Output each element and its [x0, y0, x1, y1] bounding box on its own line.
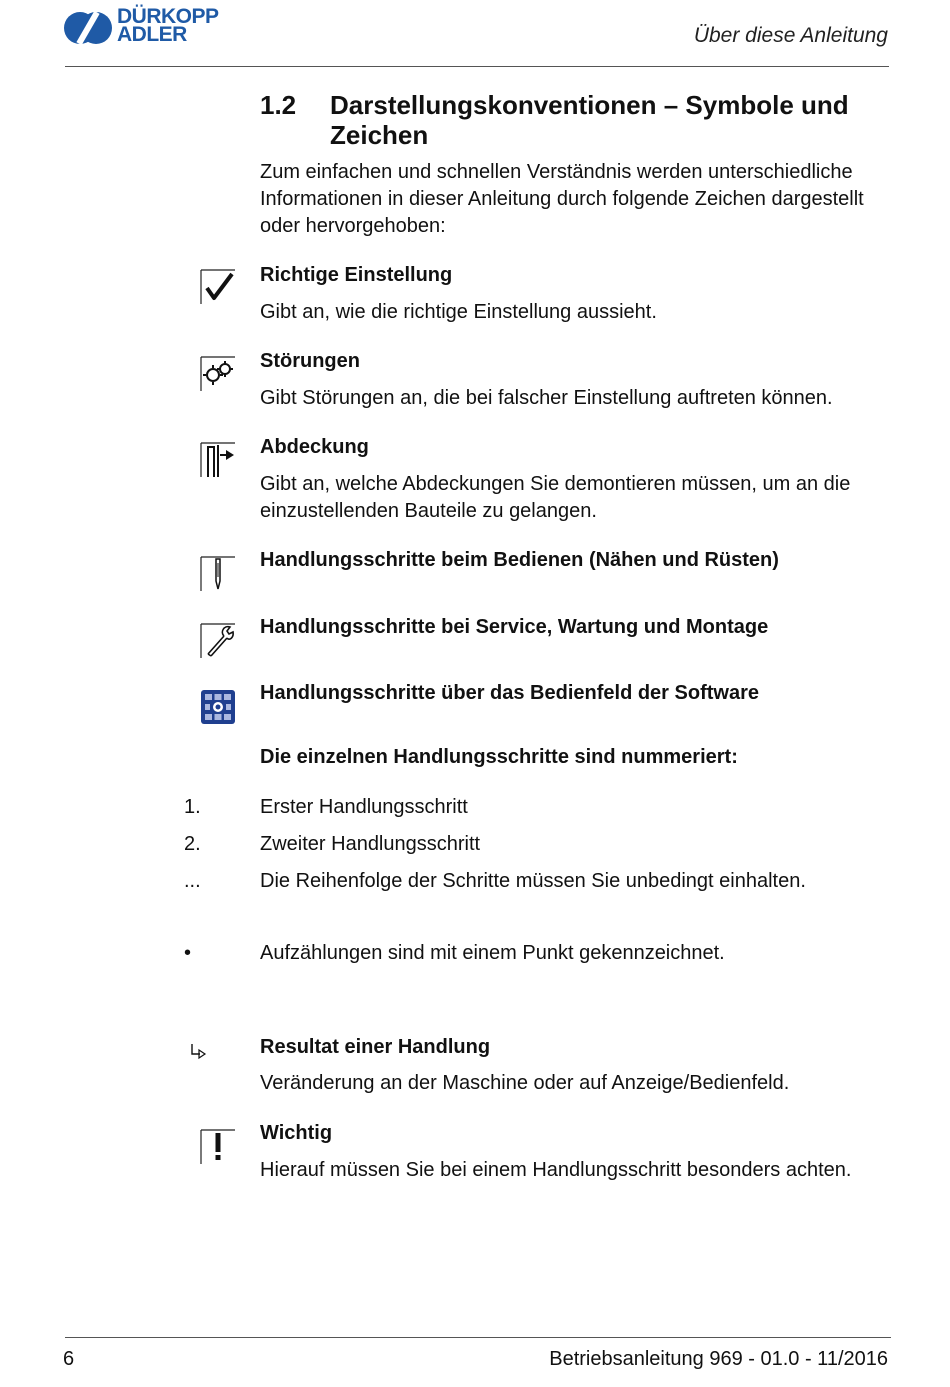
brand-logo	[63, 5, 233, 50]
brand-name	[117, 5, 219, 46]
item-title-service-steps: Handlungsschritte bei Service, Wartung und Montage	[260, 616, 769, 638]
section-number: 1.2	[260, 90, 297, 120]
step-text: Zweiter Handlungsschritt	[260, 833, 481, 855]
exclamation-icon	[200, 1128, 236, 1164]
brand-line-2: ADLER	[117, 23, 187, 46]
item-title-correct-setting: Richtige Einstellung	[260, 264, 453, 286]
result-arrow-icon	[188, 1042, 208, 1062]
step-number: ...	[184, 870, 201, 892]
item-text-faults: Gibt Störungen an, die bei falscher Einstellung auftreten können.	[260, 387, 833, 409]
result-text: Veränderung an der Maschine oder auf Anzeige/Bedienfeld.	[260, 1072, 790, 1094]
item-title-panel-steps: Handlungsschritte über das Bedienfeld der Software	[260, 682, 759, 704]
important-text: Hierauf müssen Sie bei einem Handlungsschritt besonders achten.	[260, 1159, 852, 1181]
footer-divider	[65, 1337, 891, 1338]
important-title: Wichtig	[260, 1122, 333, 1144]
header-title: Über diese Anleitung	[693, 24, 888, 47]
cover-icon	[200, 441, 236, 477]
gear-fault-icon	[200, 355, 236, 391]
page-number: 6	[63, 1348, 75, 1370]
step-number: 2.	[184, 833, 201, 855]
wrench-icon	[200, 622, 236, 658]
document-reference: Betriebsanleitung 969 - 01.0 - 11/2016	[549, 1348, 888, 1370]
result-title: Resultat einer Handlung	[260, 1036, 491, 1058]
step-text: Erster Handlungsschritt	[260, 796, 468, 818]
item-title-operating-steps: Handlungsschritte beim Bedienen (Nähen und Rüsten)	[260, 549, 779, 571]
header-divider	[65, 66, 889, 67]
item-title-cover: Abdeckung	[260, 436, 369, 458]
check-icon	[200, 268, 236, 304]
control-panel-icon	[200, 689, 236, 725]
brand-logo-icon	[63, 8, 113, 48]
needle-icon	[200, 555, 236, 591]
section-title: Darstellungskonventionen – Symbole und Zeichen	[330, 90, 849, 150]
item-text-correct-setting: Gibt an, wie die richtige Einstellung aussieht.	[260, 301, 657, 323]
steps-heading: Die einzelnen Handlungsschritte sind nummeriert:	[260, 746, 738, 768]
step-number: 1.	[184, 796, 201, 818]
bullet-text: Aufzählungen sind mit einem Punkt gekennzeichnet.	[260, 942, 725, 964]
intro-paragraph: Zum einfachen und schnellen Verständnis werden unterschiedliche Informationen in dieser Anleitung durch folgende Zeichen dargestellt oder hervorgehoben:	[260, 161, 864, 237]
bullet-mark: •	[184, 942, 192, 964]
step-text: Die Reihenfolge der Schritte müssen Sie unbedingt einhalten.	[260, 870, 806, 892]
item-title-faults: Störungen	[260, 350, 360, 372]
item-text-cover: Gibt an, welche Abdeckungen Sie demontieren müssen, um an die einzustellenden Bauteile zu gelangen.	[260, 473, 851, 522]
brand-line-1: DÜRKOPP	[117, 5, 219, 28]
